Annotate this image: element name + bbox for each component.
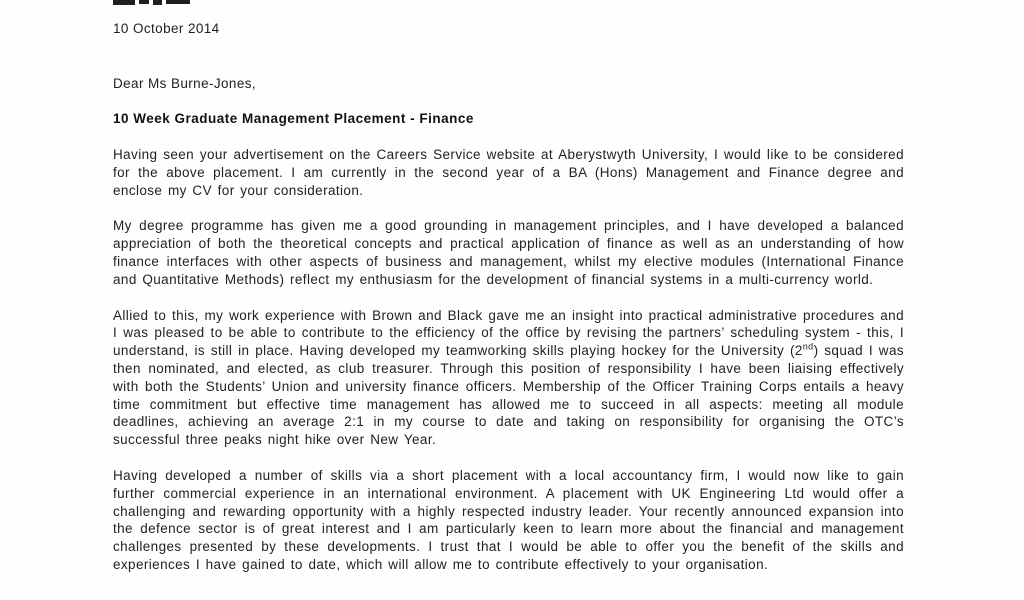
clipped-glyph-block (139, 0, 149, 4)
paragraph-text: My degree programme has given me a good grounding in management principles, and I have developed a balanced appreciation of both the theoretical concepts and practical application of finance as well as an understanding of how finance interfaces with other aspects of business and management, whilst my elective modules (International Finance and Quantitative Methods) reflect my enthusiasm for the development of financial systems in a multi-currency world. (113, 218, 904, 287)
letter-paragraph (113, 307, 904, 449)
paragraph-text: Allied to this, my work experience with Brown and Black gave me an insight into practical administrative procedures and I was pleased to be able to contribute to the efficiency of the office by revising the partners’ scheduling system - this, I understand, is still in place. Having developed my teamworking skills playing hockey for the University (2 (113, 307, 904, 359)
letter-body (113, 146, 904, 574)
paragraph-text: ) squad I was then nominated, and elected, as club treasurer. Through this position of responsibility I have been liaising effectively with both the Students’ Union and university finance officers. Membership of the Officer Training Corps entails a heavy time commitment but effective time management has allowed me to succeed in all aspects: meeting all module deadlines, achieving an average 2:1 in my course to date and taking on responsibility for organising the OTC’s successful three peaks night hike over New Year. (113, 343, 904, 448)
salutation: Dear Ms Burne-Jones, (113, 76, 257, 91)
letter-date: 10 October 2014 (113, 21, 220, 36)
clipped-glyph-block (153, 0, 162, 5)
paragraph-text: Having developed a number of skills via a short placement with a local accountancy firm, I would now like to gain further commercial experience in an international environment. A placement with UK Engineering Ltd would offer a challenging and rewarding opportunity with a highly respected industry leader. Your recently announced expansion into the defence sector is of great interest and I am particularly keen to learn more about the financial and management challenges presented by these developments. I trust that I would be able to offer you the benefit of the skills and experiences I have gained to date, which will allow me to contribute effectively to your organisation. (113, 467, 904, 572)
subject-line: 10 Week Graduate Management Placement - Finance (113, 111, 474, 126)
superscript-text: nd (802, 341, 814, 352)
clipped-glyph-block (166, 0, 190, 4)
clipped-text-remnant (113, 0, 904, 5)
letter-paragraph (113, 467, 904, 574)
clipped-glyph-block (113, 0, 135, 5)
letter-paragraph (113, 217, 904, 288)
letter-paragraph (113, 146, 904, 199)
paragraph-text: Having seen your advertisement on the Careers Service website at Aberystwyth University, I would like to be considered for the above placement. I am currently in the second year of a BA (Hons) Management and Finance degree and enclose my CV for your consideration. (113, 147, 904, 198)
